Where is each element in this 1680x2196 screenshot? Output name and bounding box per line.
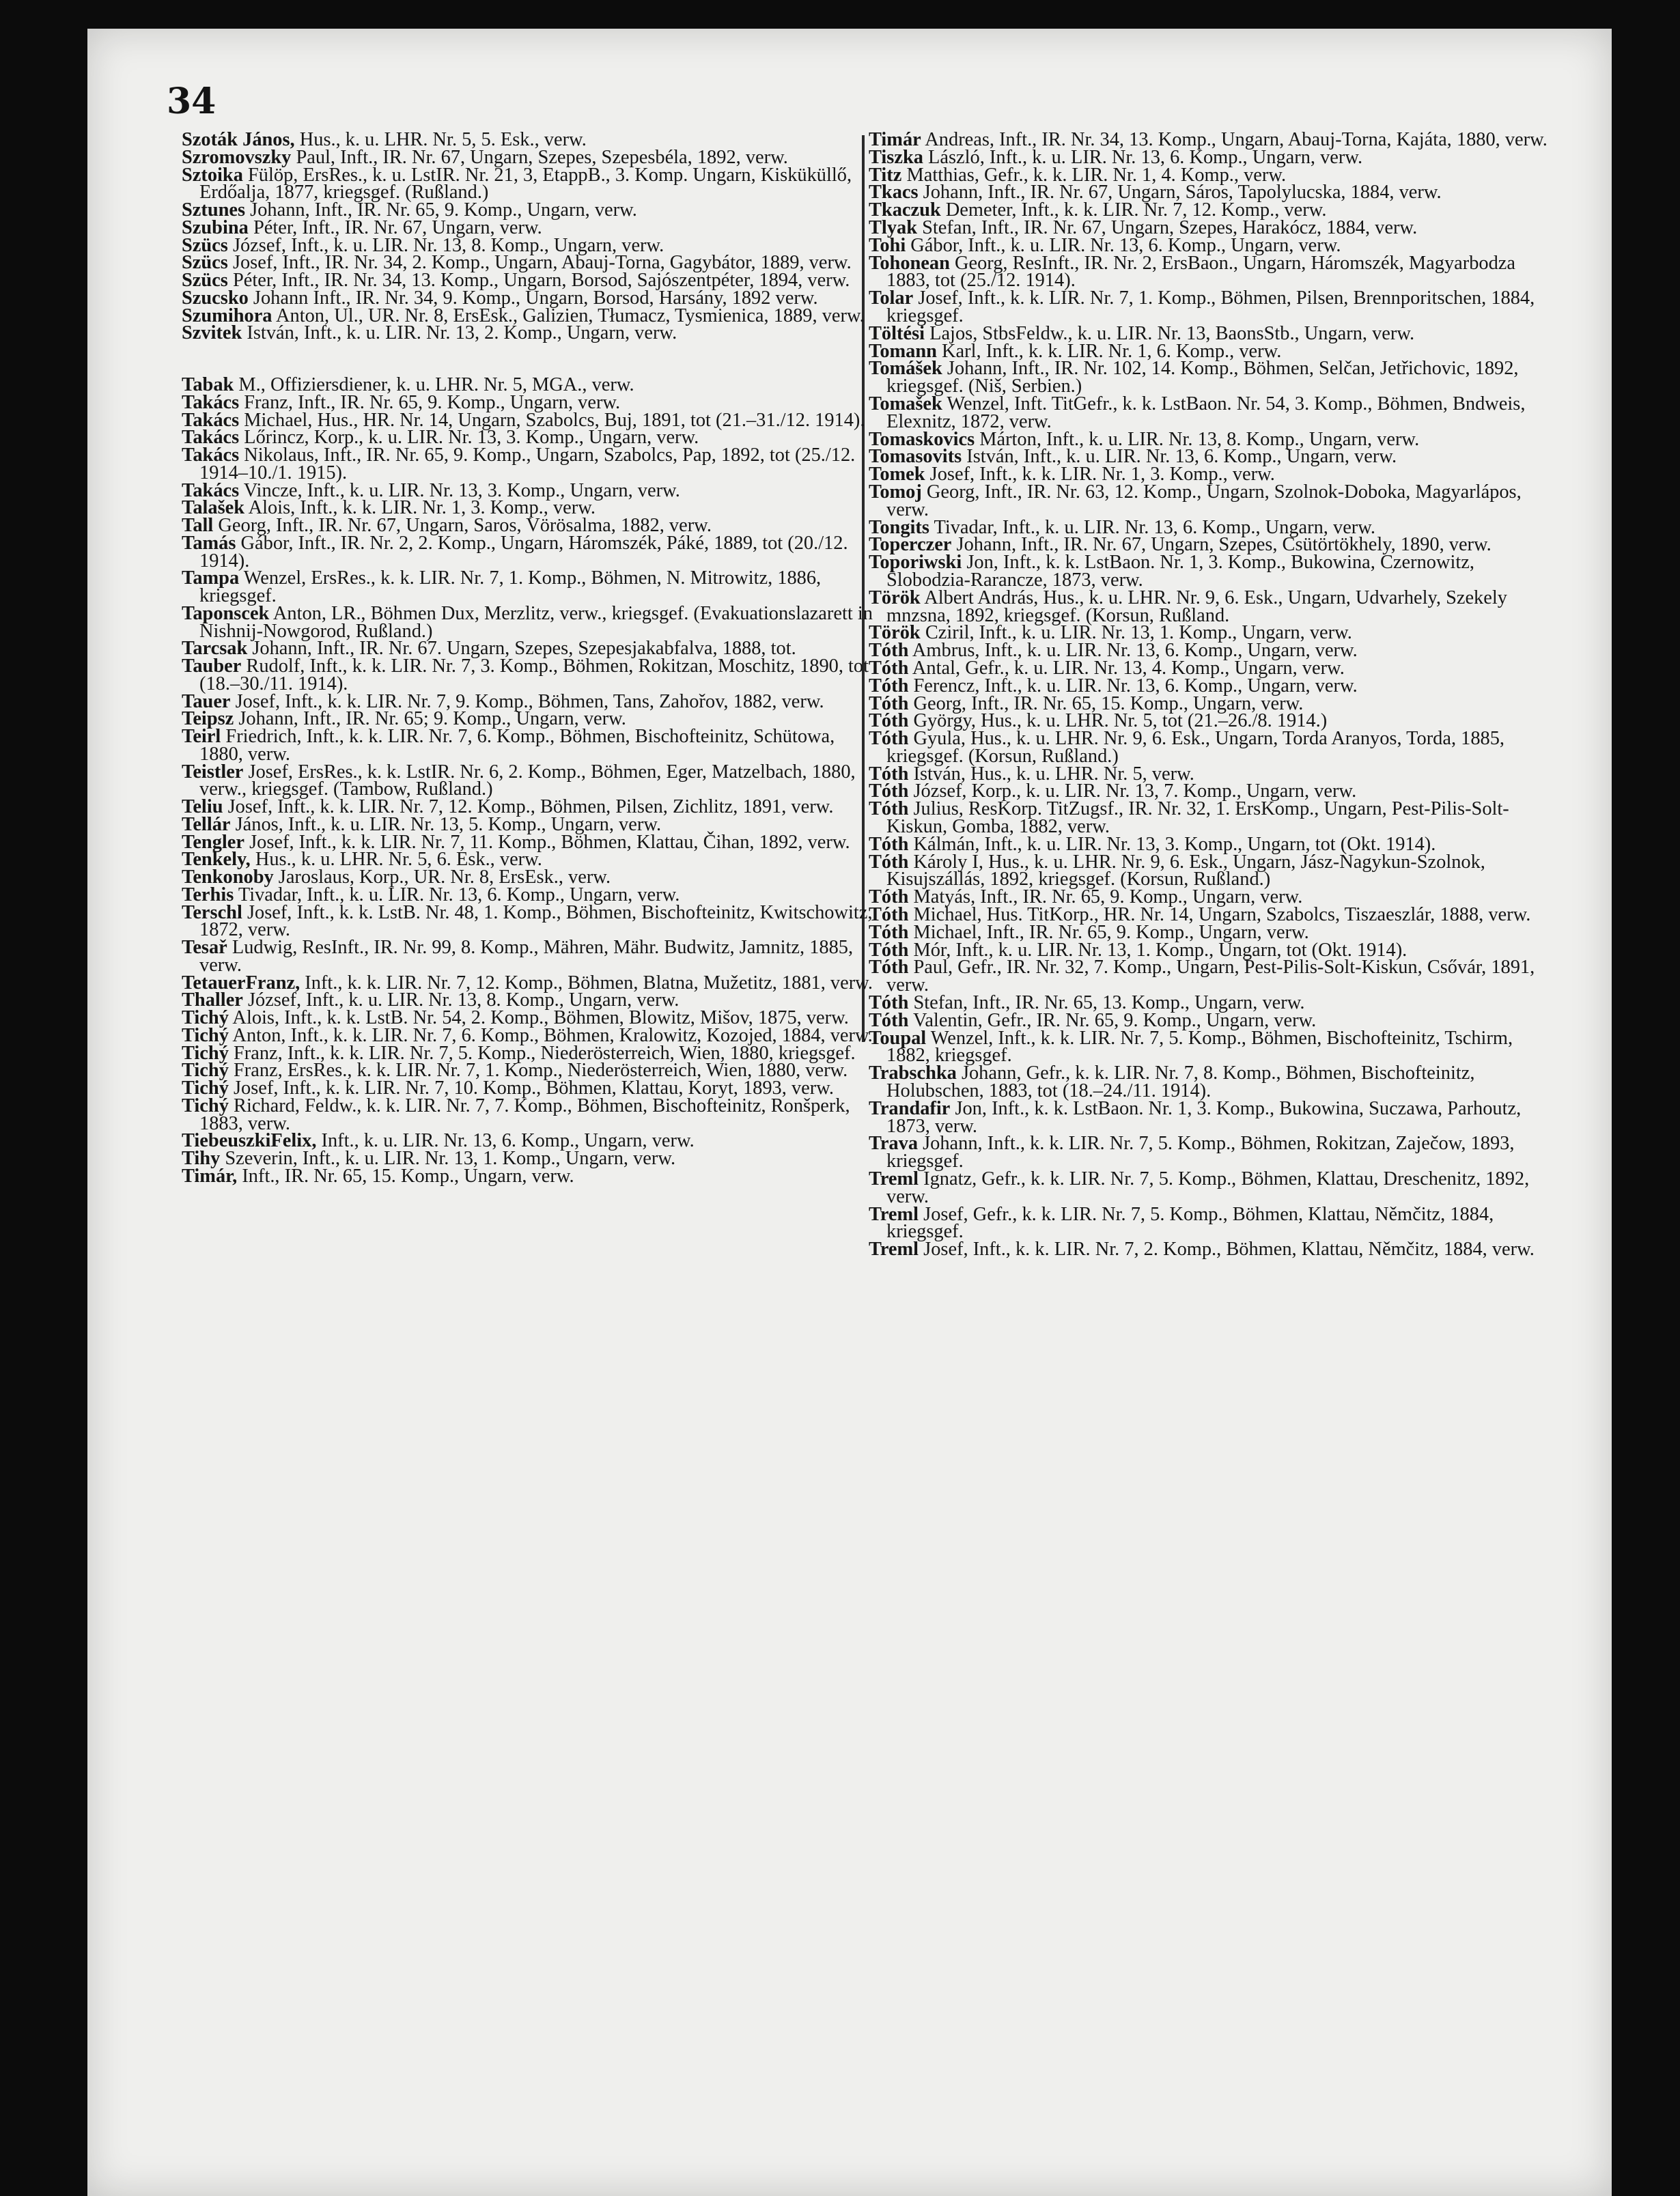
entry-details: Anton, Inft., k. k. LIR. Nr. 7, 6. Komp., Böhmen, Kralowitz, Kozojed, 1884, verw. bbox=[228, 1024, 873, 1046]
entry-details: Ferencz, Inft., k. u. LIR. Nr. 13, 6. Komp., Ungarn, verw. bbox=[908, 675, 1358, 696]
entry-surname: Trabschka bbox=[869, 1062, 957, 1084]
entry-surname: Török bbox=[869, 622, 921, 644]
entry-surname: Takács bbox=[182, 479, 240, 501]
entry-details: Gábor, Inft., k. u. LIR. Nr. 13, 6. Komp., Ungarn, verw. bbox=[906, 234, 1341, 256]
entry-details: Cziril, Inft., k. u. LIR. Nr. 13, 1. Komp., Ungarn, verw. bbox=[920, 622, 1352, 644]
entry-surname: Toporiwski bbox=[869, 552, 962, 574]
entry-details: Márton, Inft., k. u. LIR. Nr. 13, 8. Komp., Ungarn, verw. bbox=[975, 428, 1420, 450]
entry-details: József, Korp., k. u. LIR. Nr. 13, 7. Komp., Ungarn, verw. bbox=[908, 780, 1357, 802]
entry-surname: Tomann bbox=[869, 340, 937, 362]
entry-details: Péter, Inft., IR. Nr. 67, Ungarn, verw. bbox=[248, 216, 542, 238]
entry-details: Inft., k. u. LIR. Nr. 13, 6. Komp., Ungarn, verw. bbox=[316, 1130, 695, 1152]
entry-details: Michael, Hus. TitKorp., HR. Nr. 14, Ungarn, Szabolcs, Tiszaeszlár, 1888, verw. bbox=[908, 904, 1531, 926]
entry-details: Nikolaus, Inft., IR. Nr. 65, 9. Komp., Ungarn, Szabolcs, Pap, 1892, tot (25./12. 1914–10./1. 1915). bbox=[199, 445, 856, 483]
entry-surname: Tenkely, bbox=[182, 849, 251, 871]
entry-details: Wenzel, Inft., k. k. LIR. Nr. 7, 5. Komp., Böhmen, Bischofteinitz, Tschirm, 1882, kriegsgef. bbox=[886, 1027, 1513, 1067]
entry-surname: Tamás bbox=[182, 532, 236, 554]
entry-details: Stefan, Inft., IR. Nr. 67, Ungarn, Szepes, Harakócz, 1884, verw. bbox=[917, 216, 1418, 238]
entry-surname: Takács bbox=[182, 445, 240, 466]
entry-details: Gábor, Inft., IR. Nr. 2, 2. Komp., Ungarn, Háromszék, Páké, 1889, tot (20./12. 1914). bbox=[199, 532, 848, 572]
entry-surname: Tóth bbox=[869, 728, 909, 750]
entry-surname: Tarcsak bbox=[182, 638, 248, 660]
entry-details: Inft., IR. Nr. 65, 15. Komp., Ungarn, verw. bbox=[237, 1165, 574, 1187]
register-entry bbox=[182, 901, 874, 941]
register-entry bbox=[182, 324, 874, 342]
entry-surname: Tengler bbox=[182, 831, 245, 853]
entry-surname: Tóth bbox=[869, 710, 909, 732]
entry-details: Josef, Inft., k. k. LIR. Nr. 1, 3. Komp., verw. bbox=[925, 464, 1275, 485]
entry-surname: Teirl bbox=[182, 726, 221, 747]
register-entry bbox=[182, 939, 874, 974]
entry-details: Michael, Hus., HR. Nr. 14, Ungarn, Szabolcs, Buj, 1891, tot (21.–31./12. 1914). bbox=[239, 409, 865, 431]
entry-details: Jon, Inft., k. k. LstBaon. Nr. 1, 3. Komp., Bukowina, Czernowitz, Slobodzia-Rarancze, 1873, verw. bbox=[886, 552, 1474, 591]
entry-details: Péter, Inft., IR. Nr. 34, 13. Komp., Ungarn, Borsod, Sajószentpéter, 1894, verw. bbox=[227, 270, 850, 291]
entry-surname: Terschl bbox=[182, 901, 242, 923]
register-entry bbox=[869, 851, 1560, 890]
entry-details: Karl, Inft., k. k. LIR. Nr. 1, 6. Komp., verw. bbox=[936, 340, 1282, 362]
entry-surname: Tichý bbox=[182, 1042, 229, 1064]
entry-details: Wenzel, ErsRes., k. k. LIR. Nr. 7, 1. Komp., Böhmen, N. Mitrowitz, 1886, kriegsgef. bbox=[199, 567, 822, 606]
entry-surname: Szumihora bbox=[182, 305, 272, 326]
entry-details: Johann Inft., IR. Nr. 34, 9. Komp., Ungarn, Borsod, Harsány, 1892 verw. bbox=[248, 287, 818, 309]
entry-details: Paul, Inft., IR. Nr. 67, Ungarn, Szepes, Szepesbéla, 1892, verw. bbox=[291, 146, 788, 168]
register-entry bbox=[182, 602, 874, 642]
register-entry bbox=[869, 483, 1560, 519]
entry-details: Josef, Inft., k. k. LstB. Nr. 48, 1. Komp., Böhmen, Bischofteinitz, Kwitschowitz, 1872, verw. bbox=[199, 901, 873, 941]
entry-surname: Teliu bbox=[182, 796, 223, 817]
entry-details: Hus., k. u. LHR. Nr. 5, 6. Esk., verw. bbox=[250, 849, 542, 871]
entry-details: Wenzel, Inft. TitGefr., k. k. LstBaon. Nr. 54, 3. Komp., Böhmen, Bndweis, Elexnitz, 1872, verw. bbox=[886, 393, 1526, 432]
scanned-page bbox=[87, 29, 1612, 2196]
entry-surname: Tabak bbox=[182, 374, 234, 395]
register-entry bbox=[182, 1165, 874, 1187]
entry-details: Tivadar, Inft., k. u. LIR. Nr. 13, 6. Komp., Ungarn, verw. bbox=[929, 516, 1375, 538]
entry-surname: Toperczer bbox=[869, 534, 952, 556]
entry-details: Antal, Gefr., k. u. LIR. Nr. 13, 4. Komp., Ungarn, verw. bbox=[908, 657, 1345, 679]
entry-details: István, Inft., k. u. LIR. Nr. 13, 6. Komp., Ungarn, verw. bbox=[962, 446, 1397, 468]
entry-surname: Tóth bbox=[869, 939, 909, 961]
entry-surname: Tóth bbox=[869, 798, 909, 820]
entry-details: Vincze, Inft., k. u. LIR. Nr. 13, 3. Komp., Ungarn, verw. bbox=[239, 479, 680, 501]
entry-list-sz bbox=[182, 131, 874, 342]
entry-details: Johann, Inft., IR. Nr. 67, Ungarn, Sáros, Tapolylucska, 1884, verw. bbox=[918, 182, 1442, 203]
entry-surname: Tichý bbox=[182, 1060, 229, 1082]
entry-surname: Tóth bbox=[869, 833, 909, 855]
register-entry bbox=[869, 287, 1560, 326]
entry-surname: Tomasovits bbox=[869, 446, 962, 468]
entry-surname: Tóth bbox=[869, 1009, 909, 1031]
entry-details: Lajos, StbsFeldw., k. u. LIR. Nr. 13, BaonsStb., Ungarn, verw. bbox=[925, 322, 1415, 344]
entry-surname: TetauerFranz, bbox=[182, 972, 300, 994]
entry-surname: Tichý bbox=[182, 1095, 229, 1116]
register-entry bbox=[869, 589, 1560, 625]
entry-surname: Timár bbox=[869, 129, 921, 150]
entry-surname: Szubina bbox=[182, 216, 249, 238]
entry-details: Lőrincz, Korp., k. u. LIR. Nr. 13, 3. Komp., Ungarn, verw. bbox=[239, 427, 699, 449]
entry-surname: Takács bbox=[182, 409, 240, 431]
entry-details: Johann, Inft., IR. Nr. 67, Ungarn, Szepes, Csütörtökhely, 1890, verw. bbox=[951, 534, 1492, 556]
entry-list-t bbox=[182, 376, 874, 1185]
entry-details: Alois, Inft., k. k. LIR. Nr. 1, 3. Komp., verw. bbox=[244, 497, 596, 519]
entry-details: Josef, Inft., IR. Nr. 34, 2. Komp., Ungarn, Abauj-Torna, Gagybátor, 1889, verw. bbox=[227, 252, 852, 274]
entry-details: Georg, Inft., IR. Nr. 63, 12. Komp., Ungarn, Szolnok-Doboka, Magyarlápos, verw. bbox=[886, 481, 1522, 520]
right-column bbox=[869, 129, 1560, 1261]
entry-details: Josef, Inft., k. k. LIR. Nr. 7, 10. Komp., Böhmen, Klattau, Koryt, 1893, verw. bbox=[228, 1078, 834, 1099]
entry-surname: Tóth bbox=[869, 692, 909, 714]
entry-surname: Tolar bbox=[869, 287, 914, 309]
entry-surname: Tóth bbox=[869, 851, 909, 873]
entry-surname: Töltési bbox=[869, 322, 925, 344]
entry-details: Andreas, Inft., IR. Nr. 34, 13. Komp., Ungarn, Abauj-Torna, Kajáta, 1880, verw. bbox=[921, 129, 1548, 150]
entry-details: Károly I, Hus., k. u. LHR. Nr. 9, 6. Esk., Ungarn, Jász-Nagykun-Szolnok, Kisujszállás, 1892, kriegsgef. (Korsun, Rußland.) bbox=[886, 851, 1485, 890]
entry-details: János, Inft., k. u. LIR. Nr. 13, 5. Komp., Ungarn, verw. bbox=[230, 813, 662, 835]
entry-details: Demeter, Inft., k. k. LIR. Nr. 7, 12. Komp., verw. bbox=[940, 199, 1327, 221]
entry-surname: Szücs bbox=[182, 252, 228, 274]
entry-surname: Szvitek bbox=[182, 322, 242, 344]
entry-details: Paul, Gefr., IR. Nr. 32, 7. Komp., Ungarn, Pest-Pilis-Solt-Kiskun, Csővár, 1891, verw. bbox=[886, 957, 1535, 996]
entry-details: György, Hus., k. u. LHR. Nr. 5, tot (21.–26./8. 1914.) bbox=[908, 710, 1328, 732]
entry-details: Alois, Inft., k. k. LstB. Nr. 54, 2. Komp., Böhmen, Blowitz, Mišov, 1875, verw. bbox=[228, 1007, 849, 1028]
entry-surname: Tóth bbox=[869, 904, 909, 926]
entry-details: Jaroslaus, Korp., UR. Nr. 8, ErsEsk., verw. bbox=[273, 867, 611, 888]
page-number: 34 bbox=[167, 81, 216, 122]
entry-details: Georg, Inft., IR. Nr. 67, Ungarn, Saros, Vörösalma, 1882, verw. bbox=[213, 515, 712, 536]
register-entry bbox=[869, 395, 1560, 431]
entry-surname: Timár, bbox=[182, 1165, 238, 1187]
entry-details: Josef, Gefr., k. k. LIR. Nr. 7, 5. Komp., Böhmen, Klattau, Němčitz, 1884, kriegsgef. bbox=[886, 1203, 1494, 1243]
entry-surname: Tóth bbox=[869, 780, 909, 802]
left-column bbox=[182, 131, 874, 1185]
entry-surname: Tesař bbox=[182, 937, 227, 958]
entry-surname: Sztunes bbox=[182, 199, 246, 221]
register-entry bbox=[869, 730, 1560, 765]
entry-details: Johann, Gefr., k. k. LIR. Nr. 7, 8. Komp., Böhmen, Bischofteinitz, Holubschen, 1883, tot (18.–24./11. 1914). bbox=[886, 1062, 1475, 1102]
entry-details: Josef, Inft., k. k. LIR. Nr. 7, 12. Komp., Böhmen, Pilsen, Zichlitz, 1891, verw. bbox=[223, 796, 834, 817]
entry-details: Ambrus, Inft., k. u. LIR. Nr. 13, 6. Komp., Ungarn, verw. bbox=[908, 640, 1358, 662]
entry-details: Albert András, Hus., k. u. LHR. Nr. 9, 6. Esk., Ungarn, Udvarhely, Szekely mnzsna, 1892, kriegsgef. (Korsun, Rußland. bbox=[886, 587, 1507, 626]
entry-details: Mór, Inft., k. u. LIR. Nr. 13, 1. Komp., Ungarn, tot (Okt. 1914). bbox=[908, 939, 1408, 961]
entry-details: Richard, Feldw., k. k. LIR. Nr. 7, 7. Komp., Böhmen, Bischofteinitz, Ronšperk, 1883, verw. bbox=[199, 1095, 850, 1134]
entry-surname: Tóth bbox=[869, 763, 909, 785]
entry-details: Johann, Inft., IR. Nr. 67. Ungarn, Szepes, Szepesjakabfalva, 1888, tot. bbox=[247, 638, 796, 660]
register-entry bbox=[182, 532, 874, 572]
entry-details: Tivadar, Inft., k. u. LIR. Nr. 13, 6. Komp., Ungarn, verw. bbox=[234, 884, 680, 905]
entry-details: Fülöp, ErsRes., k. u. LstIR. Nr. 21, 3, EtappB., 3. Komp. Ungarn, Kisküküllő, Erdőalja, 1877, kriegsgef. (Rußland.) bbox=[199, 164, 852, 203]
section-gap bbox=[182, 342, 874, 376]
entry-surname: Tohi bbox=[869, 234, 906, 256]
entry-surname: Tóth bbox=[869, 640, 909, 662]
entry-details: Georg, ResInft., IR. Nr. 2, ErsBaon., Ungarn, Háromszék, Magyarbodza 1883, tot (25./12. 1914). bbox=[886, 252, 1516, 292]
entry-surname: Szücs bbox=[182, 234, 228, 256]
entry-surname: Tihy bbox=[182, 1148, 221, 1169]
entry-surname: Tauer bbox=[182, 690, 231, 712]
entry-details: Ignatz, Gefr., k. k. LIR. Nr. 7, 5. Komp., Böhmen, Klattau, Dreschenitz, 1892, verw. bbox=[886, 1168, 1530, 1207]
entry-surname: Takács bbox=[182, 427, 240, 449]
entry-details: Georg, Inft., IR. Nr. 65, 15. Komp., Ungarn, verw. bbox=[908, 692, 1304, 714]
entry-details: Franz, Inft., k. k. LIR. Nr. 7, 5. Komp., Niederösterreich, Wien, 1880, kriegsgef. bbox=[228, 1042, 856, 1064]
entry-surname: Tauber bbox=[182, 656, 242, 677]
entry-details: Szeverin, Inft., k. u. LIR. Nr. 13, 1. Komp., Ungarn, verw. bbox=[220, 1148, 676, 1169]
entry-details: Friedrich, Inft., k. k. LIR. Nr. 7, 6. Komp., Böhmen, Bischofteinitz, Schütowa, 1880, verw. bbox=[199, 726, 835, 765]
entry-surname: Taponscek bbox=[182, 602, 270, 624]
entry-details: Matthias, Gefr., k. k. LIR. Nr. 1, 4. Komp., verw. bbox=[901, 164, 1287, 186]
entry-details: József, Inft., k. u. LIR. Nr. 13, 8. Komp., Ungarn, verw. bbox=[242, 989, 680, 1011]
register-entry bbox=[869, 1239, 1560, 1261]
entry-details: Gyula, Hus., k. u. LHR. Nr. 9, 6. Esk., Ungarn, Torda Aranyos, Torda, 1885, kriegsgef. (Korsun, Rußland.) bbox=[886, 728, 1505, 767]
entry-details: Michael, Inft., IR. Nr. 65, 9. Komp., Ungarn, verw. bbox=[908, 921, 1309, 943]
entry-details: Matyás, Inft., IR. Nr. 65, 9. Komp., Ungarn, verw. bbox=[908, 886, 1303, 908]
register-entry bbox=[869, 800, 1560, 836]
entry-details: István, Hus., k. u. LHR. Nr. 5, verw. bbox=[908, 763, 1194, 785]
entry-surname: Trava bbox=[869, 1133, 919, 1155]
register-entry bbox=[869, 252, 1560, 292]
entry-surname: Talašek bbox=[182, 497, 245, 519]
entry-details: István, Inft., k. u. LIR. Nr. 13, 2. Komp., Ungarn, verw. bbox=[242, 322, 677, 344]
entry-details: Stefan, Inft., IR. Nr. 65, 13. Komp., Ungarn, verw. bbox=[908, 992, 1305, 1014]
register-entry bbox=[869, 959, 1560, 994]
register-entry bbox=[869, 1170, 1560, 1206]
entry-details: Josef, ErsRes., k. k. LstIR. Nr. 6, 2. Komp., Böhmen, Eger, Matzelbach, 1880, verw., kriegsgef. (Tambow, Rußland.) bbox=[199, 761, 856, 800]
entry-details: Franz, ErsRes., k. k. LIR. Nr. 7, 1. Komp., Niederösterreich, Wien, 1880, verw. bbox=[228, 1060, 848, 1082]
entry-surname: Szoták János, bbox=[182, 129, 295, 150]
entry-details: Inft., k. k. LIR. Nr. 7, 12. Komp., Böhmen, Blatna, Mužetitz, 1881, verw. bbox=[300, 972, 873, 994]
entry-surname: Szucsko bbox=[182, 287, 249, 309]
entry-surname: Treml bbox=[869, 1168, 919, 1190]
entry-surname: Tohonean bbox=[869, 252, 950, 274]
register-entry bbox=[869, 1203, 1560, 1243]
entry-surname: Tomoj bbox=[869, 481, 922, 503]
entry-surname: Török bbox=[869, 587, 921, 608]
entry-surname: Trandafir bbox=[869, 1097, 951, 1119]
entry-surname: Tóth bbox=[869, 992, 909, 1014]
entry-details: Jon, Inft., k. k. LstBaon. Nr. 1, 3. Komp., Bukowina, Suczawa, Parhoutz, 1873, verw. bbox=[886, 1097, 1522, 1137]
register-entry bbox=[182, 728, 874, 763]
entry-surname: Terhis bbox=[182, 884, 234, 905]
entry-surname: Tomaskovics bbox=[869, 428, 975, 450]
entry-surname: Tichý bbox=[182, 1024, 229, 1046]
entry-details: Josef, Inft., k. k. LIR. Nr. 7, 9. Komp., Böhmen, Tans, Zahořov, 1882, verw. bbox=[230, 690, 824, 712]
entry-surname: Toupal bbox=[869, 1027, 927, 1049]
register-entry bbox=[869, 360, 1560, 395]
register-entry bbox=[182, 164, 874, 203]
entry-surname: TiebeuszkiFelix, bbox=[182, 1130, 317, 1152]
entry-surname: Tampa bbox=[182, 567, 240, 589]
entry-details: Rudolf, Inft., k. k. LIR. Nr. 7, 3. Komp., Böhmen, Rokitzan, Moschitz, 1890, tot (18.–30./11. 1914). bbox=[199, 656, 869, 694]
entry-surname: Szromovszky bbox=[182, 146, 292, 168]
entry-surname: Tomašek bbox=[869, 393, 942, 414]
entry-surname: Tóth bbox=[869, 675, 909, 696]
register-entry bbox=[869, 554, 1560, 589]
entry-surname: Treml bbox=[869, 1239, 919, 1261]
entry-list-ti-tr bbox=[869, 129, 1560, 1261]
entry-surname: Titz bbox=[869, 164, 902, 186]
entry-surname: Tomášek bbox=[869, 358, 942, 380]
entry-details: Johann, Inft., k. k. LIR. Nr. 7, 5. Komp., Böhmen, Rokitzan, Zaječow, 1893, kriegsgef. bbox=[886, 1133, 1515, 1172]
entry-surname: Tkacs bbox=[869, 182, 919, 203]
entry-surname: Tall bbox=[182, 515, 214, 536]
entry-surname: Sztoika bbox=[182, 164, 243, 186]
entry-details: Julius, ResKorp. TitZugsf., IR. Nr. 32, 1. ErsKomp., Ungarn, Pest-Pilis-Solt-Kiskun, Gomba, 1882, verw. bbox=[886, 798, 1509, 838]
entry-details: Valentin, Gefr., IR. Nr. 65, 9. Komp., Ungarn, verw. bbox=[908, 1009, 1317, 1031]
entry-details: Josef, Inft., k. k. LIR. Nr. 7, 2. Komp., Böhmen, Klattau, Němčitz, 1884, verw. bbox=[919, 1239, 1535, 1261]
register-entry bbox=[182, 447, 874, 482]
entry-details: Anton, LR., Böhmen Dux, Merzlitz, verw., kriegsgef. (Evakuationslazarett in Nishnij-Nowgorod, Rußland.) bbox=[199, 602, 873, 642]
entry-surname: Tongits bbox=[869, 516, 929, 538]
entry-details: Johann, Inft., IR. Nr. 102, 14. Komp., Böhmen, Selčan, Jetřichovic, 1892, kriegsgef. (Niš, Serbien.) bbox=[886, 358, 1519, 397]
entry-surname: Tlyak bbox=[869, 216, 918, 238]
entry-surname: Tiszka bbox=[869, 146, 923, 168]
entry-surname: Tellár bbox=[182, 813, 231, 835]
entry-surname: Tkaczuk bbox=[869, 199, 941, 221]
entry-details: M., Offiziersdiener, k. u. LHR. Nr. 5, MGA., verw. bbox=[234, 374, 634, 395]
entry-details: Ludwig, ResInft., IR. Nr. 99, 8. Komp., Mähren, Mähr. Budwitz, Jamnitz, 1885, verw. bbox=[199, 937, 854, 976]
entry-surname: Tóth bbox=[869, 886, 909, 908]
entry-surname: Teipsz bbox=[182, 708, 234, 730]
register-entry bbox=[869, 1135, 1560, 1170]
entry-details: Franz, Inft., IR. Nr. 65, 9. Komp., Ungarn, verw. bbox=[239, 391, 621, 413]
register-entry bbox=[182, 1097, 874, 1133]
register-entry bbox=[869, 1062, 1560, 1102]
entry-surname: Tóth bbox=[869, 957, 909, 979]
entry-surname: Tomek bbox=[869, 464, 925, 485]
entry-details: László, Inft., k. u. LIR. Nr. 13, 6. Komp., Ungarn, verw. bbox=[923, 146, 1363, 168]
entry-details: Anton, Ul., UR. Nr. 8, ErsEsk., Galizien, Tłumacz, Tysmienica, 1889, verw. bbox=[272, 305, 865, 326]
entry-details: Johann, Inft., IR. Nr. 65, 9. Komp., Ungarn, verw. bbox=[245, 199, 637, 221]
entry-surname: Thaller bbox=[182, 989, 243, 1011]
entry-surname: Takács bbox=[182, 391, 240, 413]
entry-details: Josef, Inft., k. k. LIR. Nr. 7, 1. Komp., Böhmen, Pilsen, Brennporitschen, 1884, kriegsgef. bbox=[886, 287, 1535, 326]
entry-surname: Szücs bbox=[182, 270, 228, 291]
entry-surname: Tichý bbox=[182, 1078, 229, 1099]
entry-details: Kálmán, Inft., k. u. LIR. Nr. 13, 3. Komp., Ungarn, tot (Okt. 1914). bbox=[908, 833, 1436, 855]
register-entry bbox=[182, 658, 874, 693]
entry-details: Hus., k. u. LHR. Nr. 5, 5. Esk., verw. bbox=[294, 129, 587, 150]
register-entry bbox=[182, 569, 874, 605]
entry-surname: Tichý bbox=[182, 1007, 229, 1028]
register-entry bbox=[869, 1097, 1560, 1137]
entry-surname: Teistler bbox=[182, 761, 244, 783]
entry-details: József, Inft., k. u. LIR. Nr. 13, 8. Komp., Ungarn, verw. bbox=[227, 234, 664, 256]
entry-surname: Treml bbox=[869, 1203, 919, 1225]
entry-surname: Tóth bbox=[869, 657, 909, 679]
entry-details: Johann, Inft., IR. Nr. 65; 9. Komp., Ungarn, verw. bbox=[234, 708, 626, 730]
register-entry bbox=[869, 1027, 1560, 1067]
register-entry bbox=[182, 763, 874, 799]
entry-details: Josef, Inft., k. k. LIR. Nr. 7, 11. Komp., Böhmen, Klattau, Čihan, 1892, verw. bbox=[244, 831, 850, 853]
entry-surname: Tóth bbox=[869, 921, 909, 943]
entry-surname: Tenkonoby bbox=[182, 867, 274, 888]
